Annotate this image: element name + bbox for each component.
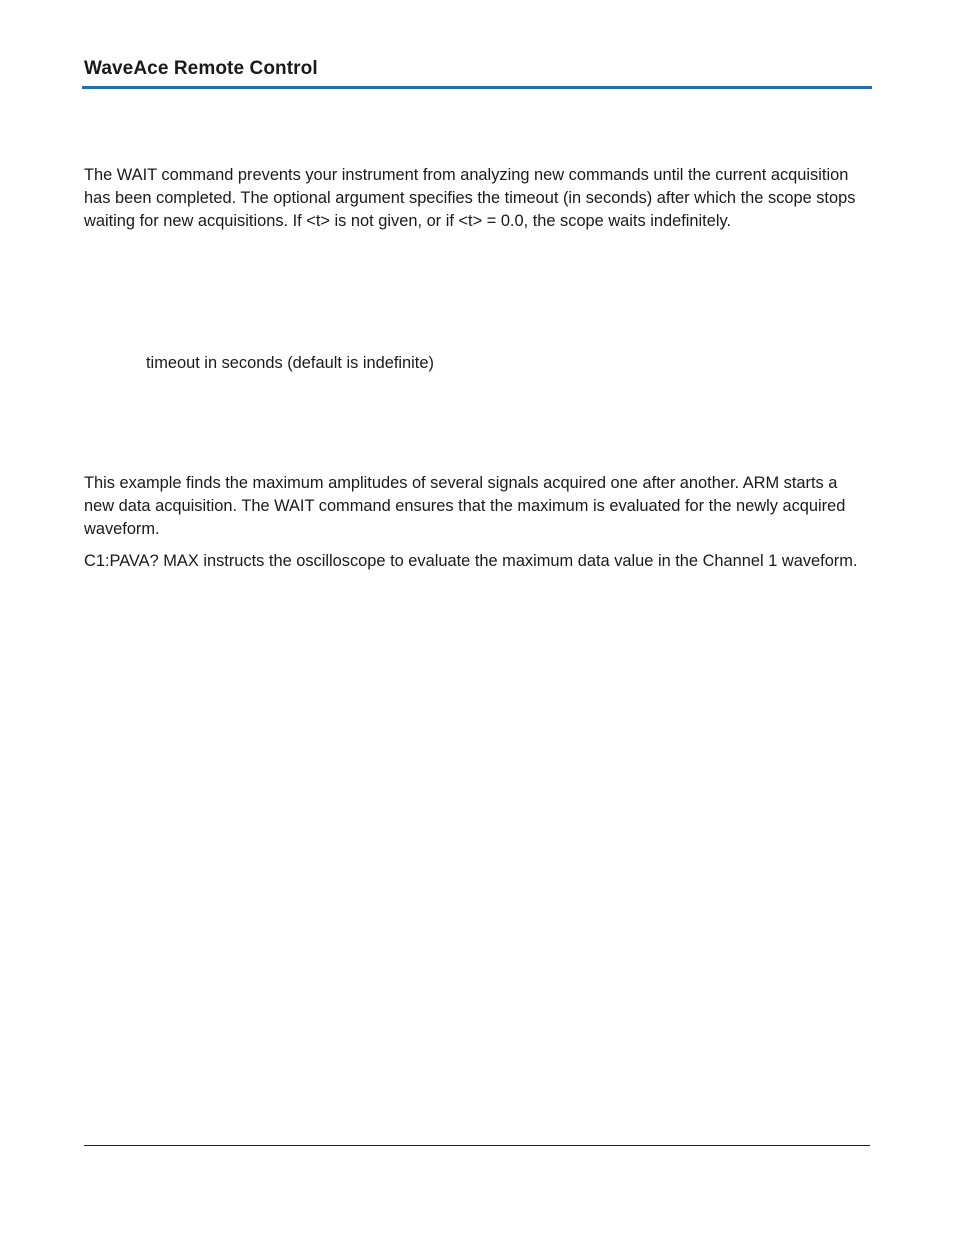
example-paragraph-1: This example finds the maximum amplitudes of several signals acquired one after another. ARM starts a new data acquisition. The WAIT command ensures that the maximum is evaluated for the newly acquired waveform. bbox=[84, 474, 846, 538]
example-paragraph-2: C1:PAVA? MAX instructs the oscilloscope to evaluate the maximum data value in the Channel 1 waveform. bbox=[84, 552, 858, 570]
page-header-title: WaveAce Remote Control bbox=[84, 58, 318, 79]
description-paragraph: The WAIT command prevents your instrument from analyzing new commands until the current acquisition has been completed. The optional argument specifies the timeout (in seconds) after which the scope stops waiting for new acquisitions. If <t> is not given, or if <t> = 0.0, the scope waits indefinitely. bbox=[84, 166, 856, 230]
header-divider bbox=[82, 86, 872, 89]
parameter-description: timeout in seconds (default is indefinite) bbox=[146, 354, 434, 372]
footer-divider bbox=[84, 1145, 870, 1146]
